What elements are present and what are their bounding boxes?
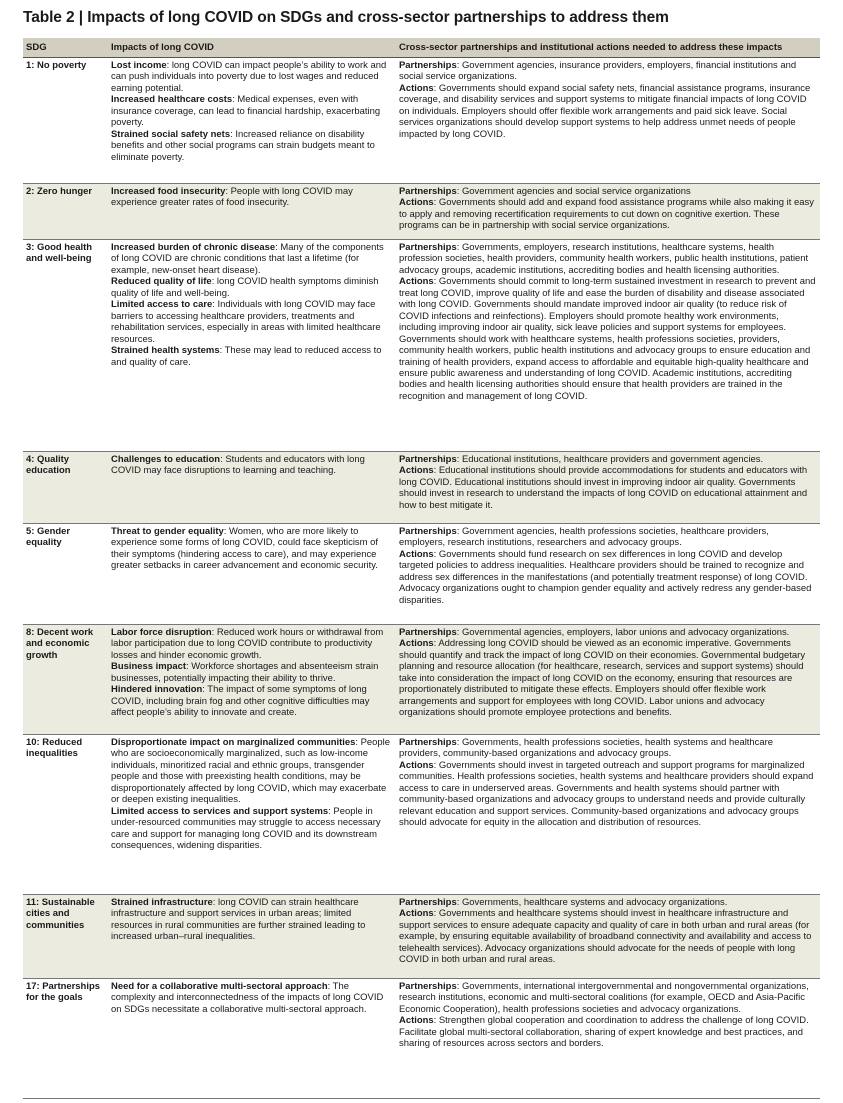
entry-label: Strained infrastructure <box>111 897 213 908</box>
impact-entry <box>111 345 392 368</box>
action-entry <box>399 526 816 549</box>
table-row <box>23 184 820 240</box>
impacts-cell <box>108 979 396 1099</box>
entry-text: : Strengthen global cooperation and coordination to address the challenge of long COVID. Facilitate global multi-sectoral collaboration, sharing of expert knowledge and best practices, and sharing of resources across sectors and borders. <box>399 1015 809 1050</box>
entry-text: : Educational institutions should provide accommodations for students and educators with long COVID. Educational institutions should invest in improving indoor air quality. Governments should invest in research to understand the impacts of long COVID on educational attainment and how to best mitigate it. <box>399 465 808 511</box>
entry-text: : These may lead to reduced access to and quality of care. <box>111 345 382 368</box>
impact-entry <box>111 806 392 852</box>
impact-entry <box>111 981 392 1015</box>
entry-label: Partnerships <box>399 242 457 253</box>
entry-label: Hindered innovation <box>111 684 203 696</box>
partnerships-actions-cell <box>396 524 820 625</box>
action-entry <box>399 465 816 511</box>
entry-label: Need for a collaborative multi-sectoral approach <box>111 981 328 992</box>
entry-text: : long COVID can strain healthcare infrastructure and support services in urban areas; limited resources in rural communities are further strained leading to increased urban–rural inequalities. <box>111 897 366 943</box>
entry-label: Strained health systems <box>111 345 220 357</box>
entry-text: : Students and educators with long COVID may face disruptions to learning and teaching. <box>111 454 365 477</box>
entry-label: Increased burden of chronic disease <box>111 242 276 253</box>
impact-entry <box>111 526 392 572</box>
impacts-cell <box>108 895 396 979</box>
entry-text: : Governments and healthcare systems should invest in healthcare infrastructure and support services to ensure adequate capacity and quality of care in both urban and rural areas (for example, by ensuring equitable availability of broadband connectivity and availability and access to telehealth services). Advocacy organizations should advocate for the needs of people with long COVID in both urban and rural areas. <box>399 908 812 966</box>
action-entry <box>399 981 816 1015</box>
impact-entry <box>111 661 392 684</box>
entry-label: Actions <box>399 638 434 650</box>
partnerships-actions-cell <box>396 895 820 979</box>
impacts-cell <box>108 184 396 240</box>
impact-entry <box>111 60 392 94</box>
action-entry <box>399 897 816 908</box>
entry-label: Challenges to education <box>111 454 221 465</box>
impact-entry <box>111 129 392 163</box>
sdg-cell: 8: Decent work and economic growth <box>23 625 108 735</box>
impact-entry <box>111 276 392 299</box>
entry-text: : The impact of some symptoms of long COVID, including brain fog and other cognitive difficulties may affect people’s ability to innovate and create. <box>111 684 370 719</box>
entry-label: Actions <box>399 82 434 94</box>
table-row <box>23 895 820 979</box>
entry-text: : Governments should commit to long-term sustained investment in research to prevent and treat long COVID, improve quality of life and ease the burden of disability and disease associated with long COVID. Governments should mandate improved indoor air quality (to reduce risk of COVID infections and reinfections). Employers should promote healthy work environments, including improving indoor air quality, sick leave policies and support systems for employees. Governments should work with healthcare systems, health professions societies, providers, community health workers, public health institutions and advocacy groups to ensure education and training of health providers, expand access to affordable and equitable high-quality healthcare and ensure public awareness and understanding of long COVID. Academic institutions, accrediting bodies and health licensing authorities should ensure that health providers are trained in the recognition and management of long COVID. <box>399 276 816 402</box>
action-entry <box>399 1015 816 1049</box>
entry-text: : Governments should fund research on sex differences in long COVID and develop targeted policies to address inequalities. Healthcare providers should be trained to recognize and address sex differences in the manifestations (and potentially treatment response) of long COVID. Advocacy organizations ought to champion gender equality and actively redress any gender-based disparities. <box>399 548 812 606</box>
impact-entry <box>111 897 392 943</box>
partnerships-actions-cell <box>396 452 820 524</box>
table-body <box>23 58 820 1099</box>
sdg-cell: 4: Quality education <box>23 452 108 524</box>
impact-entry <box>111 299 392 345</box>
impact-entry <box>111 186 392 209</box>
entry-text: : Governmental agencies, employers, labor unions and advocacy organizations. <box>456 627 790 638</box>
impacts-cell <box>108 625 396 735</box>
table-row <box>23 58 820 184</box>
entry-text: : Addressing long COVID should be viewed as an economic imperative. Governments should quantify and track the impact of long COVID on their economies. Governmental budgetary planning and resource allocation (for healthcare, research, services and support systems) should take into consideration the impact of long COVID on the economy, ensuring that resources are proportionately distributed to mitigate these effects. Employers should offer flexible work arrangements and support for employees with long COVID. Labor unions and advocacy organizations should promote employee protections and benefits. <box>399 638 806 719</box>
table-row <box>23 240 820 452</box>
table-row <box>23 735 820 895</box>
entry-text: : Government agencies, health professions societies, healthcare providers, employers, research institutions, researchers and advocacy groups. <box>399 526 769 549</box>
impacts-cell <box>108 524 396 625</box>
entry-label: Actions <box>399 759 434 771</box>
entry-text: : People with long COVID may experience greater rates of food insecurity. <box>111 186 353 209</box>
entry-label: Increased food insecurity <box>111 186 226 197</box>
action-entry <box>399 760 816 829</box>
sdg-cell: 1: No poverty <box>23 58 108 184</box>
impacts-cell <box>108 452 396 524</box>
header-row <box>23 38 820 58</box>
entry-text: : Governments should invest in targeted outreach and support programs for marginalized communities. Health professions societies, health systems and healthcare providers should expand access to care in underserved areas. Governments and health systems should partner with community-based organizations and advocacy groups to understand needs and provide culturally relevant education and support services. Community-based organizations and advocacy groups should advocate for equity in the allocation and distribution of resources. <box>399 759 814 829</box>
table-row <box>23 524 820 625</box>
entry-label: Limited access to services and support systems <box>111 805 329 817</box>
entry-label: Partnerships <box>399 186 457 197</box>
sdg-cell: 10: Reduced inequalities <box>23 735 108 895</box>
action-entry <box>399 908 816 965</box>
impact-entry <box>111 627 392 661</box>
entry-label: Actions <box>399 908 434 920</box>
entry-text: : long COVID health symptoms diminish quality of life and well-being. <box>111 276 379 299</box>
entry-text: : Increased reliance on disability benefits and other social programs can strain budgets meant to eliminate poverty. <box>111 128 375 163</box>
action-entry <box>399 60 816 83</box>
entry-label: Partnerships <box>399 737 457 748</box>
entry-label: Partnerships <box>399 526 457 537</box>
entry-text: : Educational institutions, healthcare providers and government agencies. <box>456 454 764 465</box>
table-row <box>23 979 820 1099</box>
action-entry <box>399 276 816 402</box>
entry-text: : Women, who are more likely to experience some forms of long COVID, could face skepticism of their symptoms (hindering access to care), and may experience greater setbacks in career advancement and economic security. <box>111 526 378 572</box>
impacts-cell <box>108 58 396 184</box>
impact-entry <box>111 684 392 718</box>
action-entry <box>399 454 816 465</box>
entry-text: : Governments, international intergovernmental and nongovernmental organizations, research institutions, economic and multi-sectoral coalitions (for example, OECD and Asia-Pacific Economic Cooperation), health professions societies and advocacy organizations. <box>399 981 809 1015</box>
action-entry <box>399 186 816 197</box>
entry-text: : Governments, employers, research institutions, healthcare systems, health profession societies, health providers, community health workers, public health institutions, patient advocacy groups, academic institutions, accrediting bodies and health licensing authorities. <box>399 242 809 276</box>
partnerships-actions-cell <box>396 735 820 895</box>
sdg-cell: 5: Gender equality <box>23 524 108 625</box>
partnerships-actions-cell <box>396 979 820 1099</box>
entry-label: Disproportionate impact on marginalized communities <box>111 737 356 748</box>
impact-entry <box>111 454 392 477</box>
sdg-cell: 3: Good health and well-being <box>23 240 108 452</box>
action-entry <box>399 242 816 276</box>
sdg-cell: 17: Partnerships for the goals <box>23 979 108 1099</box>
entry-label: Actions <box>399 276 434 288</box>
entry-label: Limited access to care <box>111 299 213 311</box>
entry-label: Actions <box>399 548 434 560</box>
column-header-partnerships: Cross-sector partnerships and institutional actions needed to address these impacts <box>396 38 820 58</box>
action-entry <box>399 83 816 140</box>
action-entry <box>399 638 816 718</box>
entry-text: : Many of the components of long COVID are chronic conditions that last a lifetime (for example, new-onset heart disease). <box>111 242 384 276</box>
entry-text: : Individuals with long COVID may face barriers to accessing healthcare providers, treatments and rehabilitation services, especially in areas with limited healthcare resources. <box>111 299 381 345</box>
impacts-cell <box>108 240 396 452</box>
entry-label: Threat to gender equality <box>111 526 224 537</box>
entry-label: Actions <box>399 197 434 209</box>
entry-text: : Governments should add and expand food assistance programs while also making it easy to apply and removing recertification requirements to cut down on cognitive exertion. These programs can be in partnership with social service organizations. <box>399 197 814 232</box>
entry-label: Reduced quality of life <box>111 276 212 288</box>
entry-label: Labor force disruption <box>111 627 212 638</box>
partnerships-actions-cell <box>396 58 820 184</box>
entry-label: Strained social safety nets <box>111 128 231 140</box>
sdg-cell: 11: Sustainable cities and communities <box>23 895 108 979</box>
entry-label: Partnerships <box>399 454 457 465</box>
action-entry <box>399 549 816 606</box>
partnerships-actions-cell <box>396 240 820 452</box>
table-row <box>23 625 820 735</box>
entry-label: Lost income <box>111 60 167 71</box>
entry-text: : long COVID can impact people’s ability to work and can push individuals into poverty due to lost wages and reduced earning potential. <box>111 60 387 94</box>
impact-entry <box>111 737 392 806</box>
entry-label: Partnerships <box>399 897 457 908</box>
partnerships-actions-cell <box>396 625 820 735</box>
entry-text: : People in under-resourced communities may struggle to access necessary care and support for managing long COVID and its downstream consequences, widening disparities. <box>111 805 381 852</box>
entry-text: : Government agencies, insurance providers, employers, financial institutions and social service organizations. <box>399 60 797 83</box>
entry-label: Partnerships <box>399 627 457 638</box>
impact-entry <box>111 242 392 276</box>
entry-label: Actions <box>399 465 434 477</box>
entry-label: Partnerships <box>399 981 457 992</box>
table-title: Table 2 | Impacts of long COVID on SDGs and cross-sector partnerships to address them <box>23 9 669 26</box>
table-header <box>23 38 820 58</box>
entry-text: : Workforce shortages and absenteeism strain businesses, potentially impacting their ability to thrive. <box>111 661 379 684</box>
entry-label: Increased healthcare costs <box>111 94 233 106</box>
entry-text: : Government agencies and social service organizations <box>456 186 691 197</box>
impact-entry <box>111 94 392 128</box>
action-entry <box>399 627 816 638</box>
table-row <box>23 452 820 524</box>
entry-text: : Medical expenses, even with insurance coverage, can lead to financial hardship, exacerbating poverty. <box>111 94 381 129</box>
entry-text: : Reduced work hours or withdrawal from labor participation due to long COVID contribute to productivity losses and hinder economic growth. <box>111 627 384 661</box>
action-entry <box>399 197 816 231</box>
entry-text: : Governments should expand social safety nets, financial assistance programs, insurance coverage, and disability services and support systems to mitigate financial impacts of long COVID on individuals. Employers should offer flexible work arrangements and paid sick leave. Social services organizations should develop support systems to help address unmet needs of people impacted by long COVID. <box>399 82 811 140</box>
partnerships-actions-cell <box>396 184 820 240</box>
entry-label: Business impact <box>111 661 187 673</box>
entry-text: : The complexity and interconnectedness of the impacts of long COVID on SDGs necessitate a collaborative multi-sectoral approach. <box>111 981 384 1015</box>
entry-label: Partnerships <box>399 60 457 71</box>
entry-text: : Governments, health professions societies, health systems and healthcare providers, community-based organizations and advocacy groups. <box>399 737 774 760</box>
column-header-sdg: SDG <box>23 38 108 58</box>
sdg-cell: 2: Zero hunger <box>23 184 108 240</box>
sdg-impacts-table <box>23 38 820 1099</box>
column-header-impacts: Impacts of long COVID <box>108 38 396 58</box>
entry-text: : People who are socioeconomically marginalized, such as low-income individuals, minoritized racial and ethnic groups, transgender people and those with preexisting health conditions, may be disproportionately affected by long COVID, which may exacerbate or deepen existing inequalities. <box>111 737 391 806</box>
entry-label: Actions <box>399 1015 434 1027</box>
impacts-cell <box>108 735 396 895</box>
entry-text: : Governments, healthcare systems and advocacy organizations. <box>456 897 728 908</box>
action-entry <box>399 737 816 760</box>
